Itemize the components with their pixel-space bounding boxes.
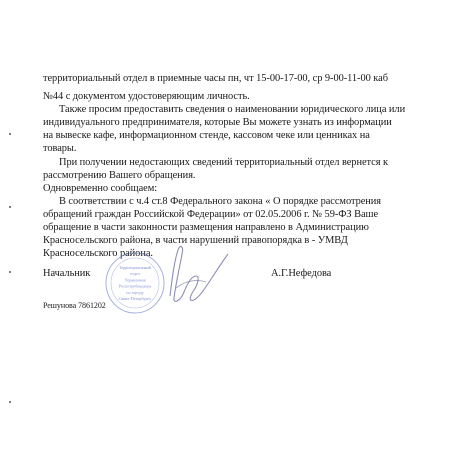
body-line-2: №44 с документом удостоверяющим личность. <box>43 91 250 102</box>
body-line-9: Одновременно сообщаем: <box>43 183 158 194</box>
body-line-14: Красносельского района. <box>43 248 153 259</box>
body-line-5: на вывеске кафе, информационном стенде, кассовом чеке или ценниках на <box>43 130 370 141</box>
body-line-12: обращение в части законности размещения направлено в Администрацию <box>43 222 369 233</box>
body-line-13: Красносельского района, в части нарушений правопорядка в - УМВД <box>43 235 348 246</box>
signer-name: А.Г.Нефедова <box>271 268 332 279</box>
handwritten-signature <box>130 232 240 308</box>
body-line-7: При получении недостающих сведений территориальный отдел вернется к <box>59 157 388 168</box>
stamp-text-line: Роспотребнадзора <box>118 283 152 289</box>
body-line-8: рассмотрению Вашего обращения. <box>43 170 196 181</box>
body-line-4: индивидуального предпринимателя, которые Вы можете узнать из информации <box>43 117 392 128</box>
scan-speck <box>9 206 11 208</box>
scan-speck <box>9 271 11 273</box>
body-line-6: товары. <box>43 143 77 154</box>
executor-note: Решунова 7861202 <box>43 301 106 310</box>
stamp-text-line: Территориальный <box>118 265 152 270</box>
body-line-10: В соответствии с ч.4 ст.8 Федерального закона « О порядке рассмотрения <box>59 196 382 207</box>
stamp-text-line: Санкт-Петербургу <box>118 296 152 301</box>
stamp-text-line: Управления <box>124 277 146 283</box>
stamp-text-line: по городу <box>126 289 144 295</box>
signer-title: Начальник <box>43 268 91 279</box>
stamp-text-line: отдел <box>130 271 140 277</box>
body-line-3: Также просим предоставить сведения о наименовании юридического лица или <box>59 104 406 115</box>
body-line-1: территориальный отдел в приемные часы пн, чт 15-00-17-00, ср 9-00-11-00 каб <box>43 73 388 84</box>
body-line-11: обращений граждан Российской Федерации» от 02.05.2006 г. № 59-ФЗ Ваше <box>43 209 379 220</box>
scan-speck <box>9 133 11 135</box>
scan-speck <box>9 401 11 403</box>
